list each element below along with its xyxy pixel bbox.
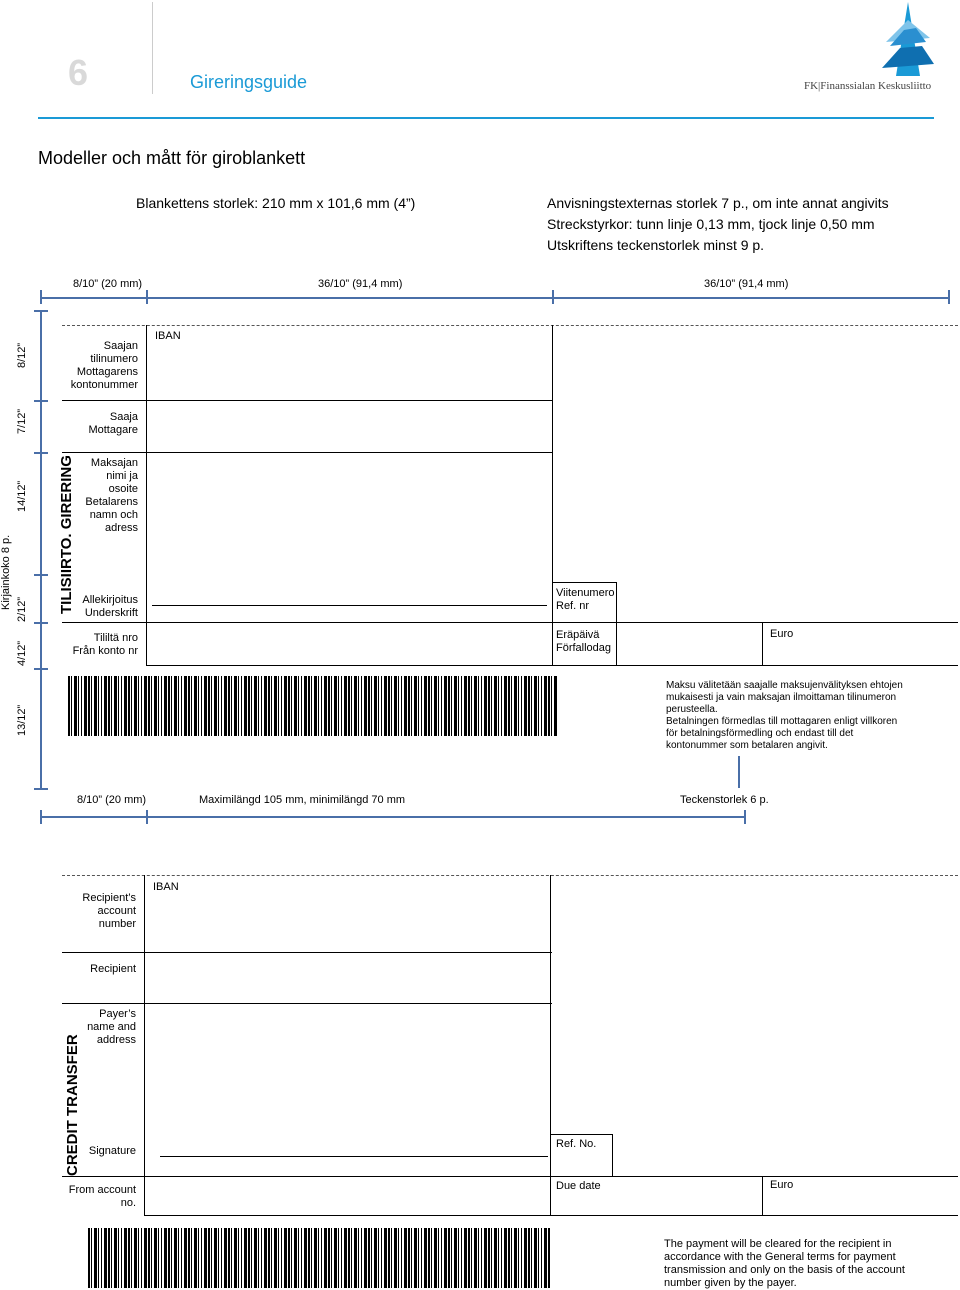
account-label-fi: Saajan tilinumero Mottagarens kontonummer [70,340,138,391]
signature-label-en: Signature [88,1145,136,1157]
dim-left-tick [34,668,48,670]
dim-left-3: 14/12” [16,480,28,512]
form-en-ref-box [612,1134,613,1176]
euro-label-en: Euro [770,1179,794,1191]
due-label-en: Due date [556,1180,601,1192]
form-en-label-col [144,875,145,1215]
barcode-en [88,1228,550,1288]
recipient-label-en: Recipient [90,963,136,975]
payer-label-en: Payer’s name and address [87,1008,136,1046]
dim-left-5: 4/12” [16,640,28,666]
page-number: 6 [68,52,89,93]
fk-logo-icon [878,2,938,76]
dim-bottom-3: Teckenstorlek 6 p. [680,794,769,806]
dim-left-1: 8/12” [16,342,28,368]
dim-left-tick [34,788,48,790]
form-en-vertical-title: CREDIT TRANSFER [64,1034,81,1176]
form-en-ref-line [550,1134,612,1135]
note-en: The payment will be cleared for the recipient in accordance with the General terms for payment transmission and only on the basis of the account number given by the payer. [664,1238,905,1289]
recipient-label-fi: Saaja Mottagare [88,411,138,436]
payer-label-fi: Maksajan nimi ja osoite Betalarens namn och adress [85,457,138,534]
dim-bottom-tick [146,810,148,824]
dim-bottom-tick [40,810,42,824]
form-fi-vertical-title: TILISIIRTO. GIRERING [58,455,75,614]
form-en-divider [62,1176,958,1177]
form-fi-divider [146,665,958,666]
form-fi-top-border [62,325,958,326]
dim-top-tick [146,290,148,304]
form-fi-divider [62,622,958,623]
dim-left-tick [34,452,48,454]
account-label-en: Recipient’s account number [82,892,136,930]
form-fi-divider [62,452,552,453]
dim-top-tick [948,290,950,304]
note-line-2: Streckstyrkor: tunn linje 0,13 mm, tjock linje 0,50 mm [547,216,875,232]
form-fi-bottom-tick [738,756,740,788]
dim-left-6: 13/12” [16,704,28,736]
ref-label-en: Ref. No. [556,1138,597,1150]
header-rule [38,117,934,119]
dim-left-tick [34,400,48,402]
dim-left-tick [34,622,48,624]
ref-label-fi: Viitenumero Ref. nr [556,587,615,612]
dim-top-line [40,297,950,299]
iban-label-en: IBAN [153,881,179,893]
note-line-3: Utskriftens teckenstorlek minst 9 p. [547,237,765,253]
form-en-divider [144,1215,958,1216]
dim-top-3: 36/10” (91,4 mm) [704,278,789,290]
org-name: FK|Finanssialan Keskusliitto [804,80,932,92]
barcode-fi [68,676,558,736]
dim-top-1: 8/10” (20 mm) [73,278,143,290]
font-size-label: Kirjainkoko 8 p. [0,534,12,610]
from-account-label-en: From account no. [68,1184,136,1209]
page-title: Modeller och mått för giroblankett [38,148,306,168]
dim-left-line [40,310,42,790]
note-line-1: Anvisningstexternas storlek 7 p., om inte annat angivits [547,195,889,211]
from-account-label-fi: Tililtä nro Från konto nr [72,632,138,657]
dim-left-tick [34,574,48,576]
euro-label-fi: Euro [770,628,794,640]
dim-left-4: 2/12” [16,596,28,622]
form-fi-due-col [616,622,617,665]
form-en-divider [62,952,552,953]
form-en-euro-col [762,1176,763,1215]
iban-label-fi: IBAN [155,330,181,342]
dim-top-2: 36/10” (91,4 mm) [318,278,403,290]
signature-label-fi: Allekirjoitus Underskrift [82,594,138,619]
dim-left-2: 7/12” [16,408,28,434]
due-label-fi: Eräpäivä Förfallodag [556,629,612,654]
signature-line [152,605,547,606]
header-divider [152,2,153,94]
form-fi-euro-col [762,622,763,665]
form-fi-ref-line [552,582,616,583]
signature-line-en [160,1156,548,1157]
note-fi: Maksu välitetään saajalle maksujenvälityksen ehtojen mukaisesti ja vain maksajan ilmoittaman tilinumeron perusteella. Betalningen förmedlas till mottagaren enligt villkoren för betalningsförmedling och endast till det kontonummer som betalaren angivit. [666,680,903,751]
dim-top-tick [40,290,42,304]
form-fi-label-col [146,325,147,665]
dim-bottom-2: Maximilängd 105 mm, minimilängd 70 mm [199,794,406,806]
dim-left-tick [34,310,48,312]
size-info: Blankettens storlek: 210 mm x 101,6 mm (4”) [136,195,416,211]
dim-bottom-1: 8/10” (20 mm) [77,794,147,806]
dim-top-tick [552,290,554,304]
dim-bottom-tick [744,810,746,824]
form-en-top-border [62,875,958,876]
section-title: Gireringsguide [190,72,308,92]
form-fi-ref-box [616,582,617,622]
form-fi-mid-col [552,325,553,665]
form-fi-divider [62,400,552,401]
form-en-mid-col [550,875,551,1215]
form-en-divider [62,1003,552,1004]
